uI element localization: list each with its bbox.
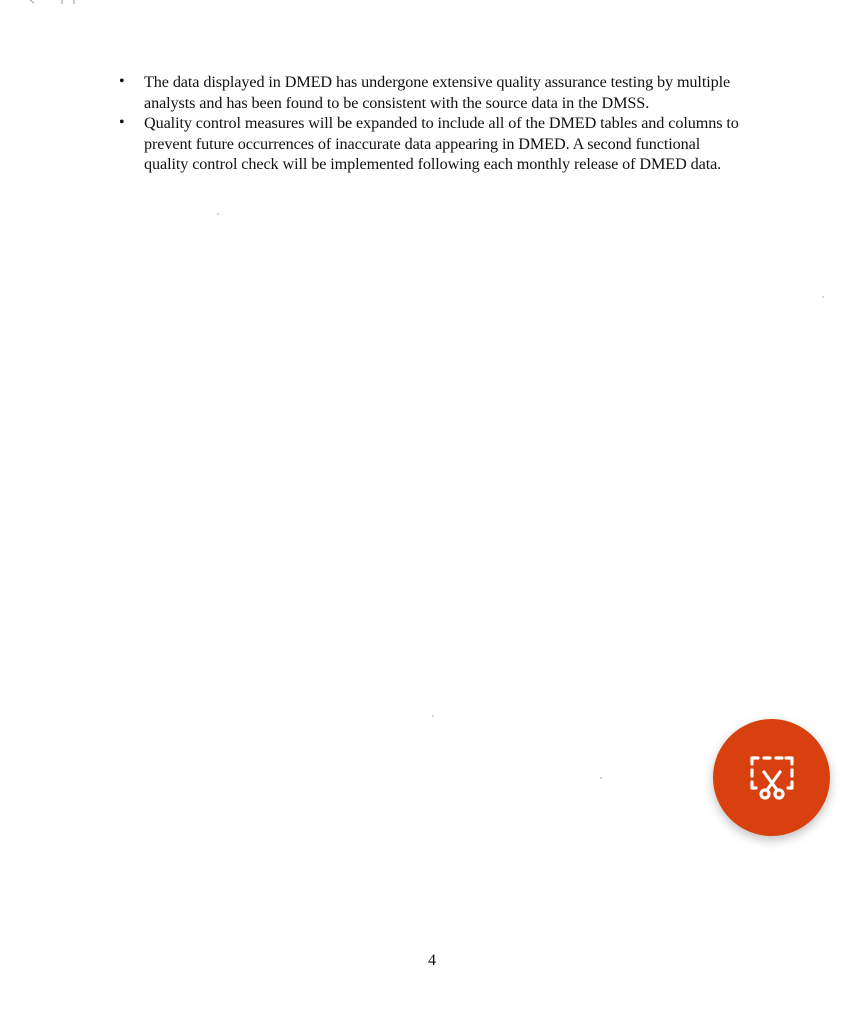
bullet-item — [115, 113, 755, 175]
bullet-item — [115, 72, 755, 113]
bullet-text-line: analysts and has been found to be consistent with the source data in the DMSS. — [144, 93, 650, 112]
screen-snip-icon — [744, 750, 800, 806]
scan-speck — [432, 715, 434, 717]
page-number: 4 — [428, 952, 436, 969]
bullet-text-line: quality control check will be implemented following each monthly release of DMED data. — [144, 155, 722, 173]
bullet-text-line: The data displayed in DMED has undergone extensive quality assurance testing by multiple — [144, 73, 731, 91]
bullet-symbol: • — [119, 114, 125, 131]
screen-snip-button[interactable] — [713, 719, 830, 836]
bullet-text-line: prevent future occurrences of inaccurate data appearing in DMED. A second functional — [144, 134, 701, 153]
bullet-list — [115, 72, 755, 175]
scan-speck — [822, 296, 824, 298]
bullet-text-line: Quality control measures will be expanded to include all of the DMED tables and columns to — [144, 114, 739, 132]
bullet-symbol: • — [119, 73, 125, 90]
scan-artifact — [28, 0, 78, 4]
scan-speck — [217, 213, 219, 215]
scan-speck — [600, 777, 602, 779]
